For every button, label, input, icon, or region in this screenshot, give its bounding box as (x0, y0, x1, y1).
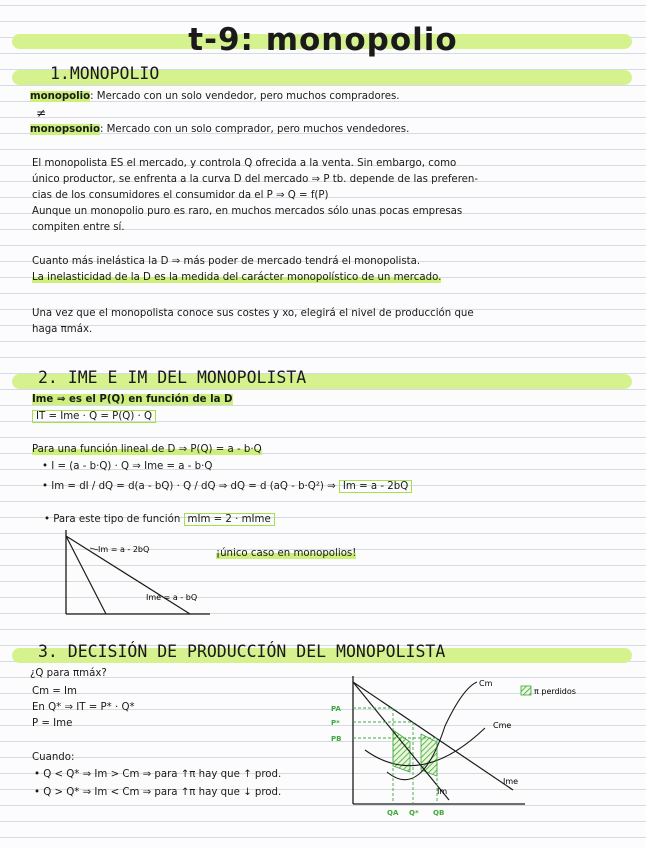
para3-line2: haga πmáx. (32, 324, 93, 335)
def-monopsonio-text: : Mercado con un solo comprador, pero muchos vendedores. (99, 124, 410, 135)
bullet-marginal-derivation: • Im = dI / dQ = d(a - bQ) · Q / dQ ⇒ dQ = d (aQ - b·Q²) ⇒ (42, 481, 336, 492)
graph2-im-label: Im = a - 2bQ (98, 545, 150, 554)
para2-line1: Cuanto más inelástica la D ⇒ más poder de mercado tendrá el monopolista. (32, 256, 421, 267)
graph3-label-qa: QA (387, 809, 399, 817)
graph3-ime-label: Ime (503, 777, 519, 786)
bullet-slope (44, 514, 275, 525)
bullet-slope-text: • Para este tipo de función (44, 514, 181, 525)
slope-formula-box: mIm = 2 · mIme (184, 513, 275, 526)
para3-line1: Una vez que el monopolista conoce sus costes y xo, elegirá el nivel de producción que (32, 308, 474, 319)
section1-heading: 1.MONOPOLIO (50, 64, 160, 83)
it-formula-box: IT = Ime · Q = P(Q) · Q (32, 410, 156, 423)
section2-graph (50, 528, 220, 618)
ime-definition (32, 394, 233, 405)
def-monopsonio (30, 124, 409, 135)
para1-line3: cias de los consumidores el consumidor da el P ⇒ Q = f(P) (32, 190, 329, 201)
graph3-im-label: Im (437, 787, 448, 796)
question-qmax: ¿Q para πmáx? (30, 668, 107, 679)
condition-cm-im: Cm = Im (32, 686, 77, 697)
graph3-cme-label: Cme (493, 721, 512, 730)
graph3-label-pb: PB (331, 735, 342, 743)
linear-demand-line (32, 444, 262, 455)
term-monopsonio: monopsonio (30, 124, 100, 135)
section2-heading: 2. IME E IM DEL MONOPOLISTA (38, 368, 307, 387)
para2-line2: La inelasticidad de la D es la medida del carácter monopolístico de un mercado. (32, 272, 442, 283)
im-formula-box: Im = a - 2bQ (339, 480, 412, 493)
bullet-q-less: • Q < Q* ⇒ Im > Cm ⇒ para ↑π hay que ↑ prod. (34, 769, 282, 780)
graph3-cm-label: Cm (479, 679, 493, 688)
para1-line1: El monopolista ES el mercado, y controla Q ofrecida a la venta. Sin embargo, como (32, 158, 457, 169)
graph2-im-pointer (90, 548, 98, 550)
not-equal-sign: ≠ (36, 106, 47, 120)
legend-swatch (521, 686, 531, 695)
graph3-label-qb: QB (433, 809, 445, 817)
bullet-q-greater: • Q > Q* ⇒ Im < Cm ⇒ para ↑π hay que ↓ prod. (34, 787, 282, 798)
term-monopolio: monopolio (30, 91, 91, 102)
graph2-ime-label: Ime = a - bQ (146, 593, 198, 602)
para1-line4: Aunque un monopolio puro es raro, en muchos mercados sólo unas pocas empresas (32, 206, 463, 217)
ime-definition-text: Ime ⇒ es el P(Q) en función de la D (32, 394, 233, 405)
linear-demand-text: Para una función lineal de D ⇒ P(Q) = a - b·Q (32, 444, 262, 455)
bullet-income: • I = (a - b·Q) · Q ⇒ Ime = a - b·Q (42, 461, 213, 472)
cuando-label: Cuando: (32, 752, 75, 763)
unique-case-note (216, 548, 356, 559)
graph3-label-qstar: Q* (409, 809, 419, 817)
unique-case-note-text: ¡único caso en monopolios! (216, 548, 357, 559)
section3-graph (325, 672, 625, 822)
condition-it: En Q* ⇒ IT = P* · Q* (32, 702, 135, 713)
it-formula (32, 411, 156, 422)
page-title: t-9: monopolio (188, 22, 458, 58)
para1-line2: único productor, se enfrenta a la curva D del mercado ⇒ P tb. depende de las preferen- (32, 174, 479, 185)
graph3-label-pa: PA (331, 705, 341, 713)
bullet-marginal (42, 481, 412, 492)
def-monopolio-text: : Mercado con un solo vendedor, pero muchos compradores. (90, 91, 400, 102)
legend-label: π perdidos (534, 687, 576, 696)
graph3-label-pstar: P* (331, 719, 340, 727)
para1-line5: compiten entre sí. (32, 222, 125, 233)
condition-p-ime: P = Ime (32, 718, 73, 729)
section3-heading: 3. DECISIÓN DE PRODUCCIÓN DEL MONOPOLISTA (38, 642, 446, 661)
def-monopolio (30, 91, 400, 102)
